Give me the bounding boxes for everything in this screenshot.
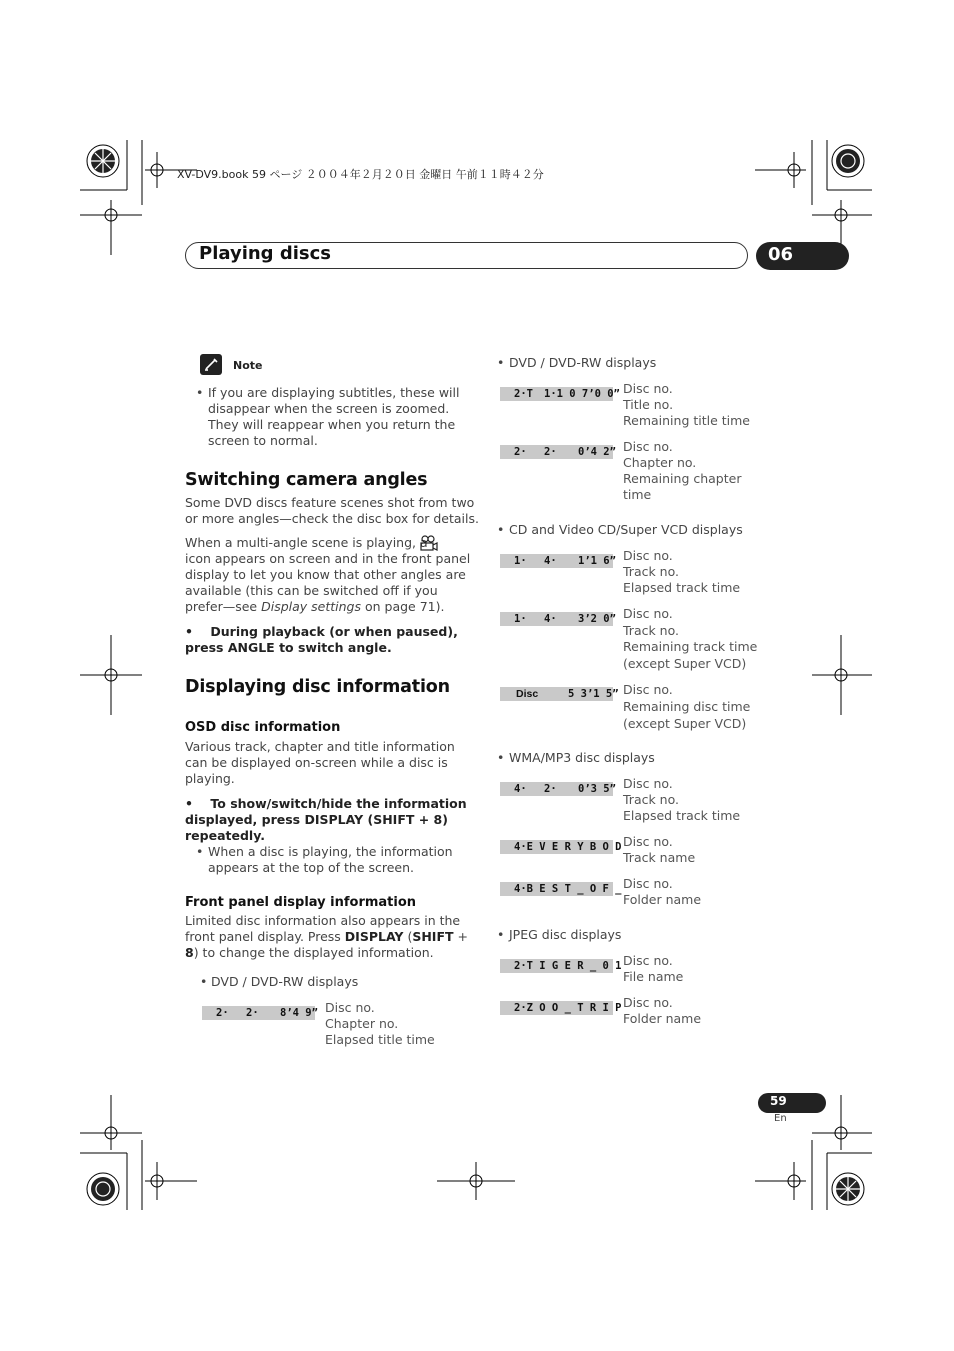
bullet: •: [196, 844, 204, 859]
left-group-label: DVD / DVD-RW displays: [211, 974, 359, 989]
page-title: Playing discs: [199, 243, 331, 264]
front-panel-display: [202, 1006, 318, 1020]
display-description: Disc no. Track name: [623, 834, 696, 865]
lcd-segment: 4·: [514, 783, 527, 795]
camera-heading: Switching camera angles: [185, 470, 428, 490]
display-description: Disc no. Chapter no. Elapsed title time: [325, 1000, 435, 1047]
lcd-segment: 3’2 0”: [578, 613, 616, 625]
lcd-segment: 8’4 9”: [280, 1007, 318, 1019]
display-description: Disc no. Folder name: [623, 995, 702, 1026]
bullet: •: [497, 355, 505, 370]
lcd-segment: 1’1 6”: [578, 555, 616, 567]
chapter-number: 06: [768, 244, 794, 265]
lcd-segment: 0’4 2”: [578, 446, 616, 458]
camera-instruction: • During playback (or when paused), press ANGLE to switch angle.: [185, 624, 458, 655]
lcd-segment: 5 3’1 5”: [568, 688, 619, 700]
note-label: Note: [233, 359, 263, 372]
group-label-dvd: DVD / DVD-RW displays: [509, 355, 657, 370]
bullet: •: [200, 974, 208, 989]
osd-instruction: • To show/switch/hide the information displayed, press DISPLAY (SHIFT + 8) repeatedly.: [185, 796, 467, 843]
osd-text: Various track, chapter and title information can be displayed on-screen while a disc is playing.: [185, 739, 455, 786]
lcd-segment: 1·1 0 7’0 0”: [544, 388, 620, 400]
camera-angle-icon: [419, 535, 439, 551]
group-label-cd: CD and Video CD/Super VCD displays: [509, 522, 743, 537]
lcd-segment: 2·: [514, 446, 527, 458]
bullet: •: [497, 522, 505, 537]
front-panel-display: [500, 840, 622, 854]
display-description: Disc no. Track no. Remaining track time (except Super VCD): [623, 606, 758, 671]
lcd-segment: 4·: [544, 613, 557, 625]
group-label-wma: WMA/MP3 disc displays: [509, 750, 655, 765]
display-description: Disc no. Folder name: [623, 876, 702, 907]
osd-heading: OSD disc information: [185, 720, 341, 735]
front-panel-display: [500, 782, 616, 796]
front-panel-display: [500, 959, 622, 973]
lcd-segment: 2·T: [514, 388, 533, 400]
front-panel-display: [500, 1001, 622, 1015]
bullet: •: [497, 750, 505, 765]
chapter-badge: [756, 242, 849, 270]
lcd-segment: 4·E V E R Y B O D: [514, 841, 622, 853]
lcd-segment: 2·Z O O _ T R I P: [514, 1002, 622, 1014]
pencil-icon: [200, 354, 222, 375]
page-number: 59: [770, 1094, 787, 1108]
display-description: Disc no. Chapter no. Remaining chapter time: [623, 439, 742, 502]
camera-para-2: When a multi-angle scene is playing, a icon appears on screen and in the front panel display to let you know that other angles are available (this can be switched off if you prefer—see Display settings on page 71).: [185, 535, 471, 614]
language-code: En: [774, 1113, 787, 1124]
front-panel-display: [500, 687, 619, 701]
display-description: Disc no. Remaining disc time (except Super VCD): [623, 682, 751, 731]
group-label-jpeg: JPEG disc displays: [509, 927, 622, 942]
lcd-segment: 2·T I G E R _ 0 1: [514, 960, 622, 972]
front-panel-display: [500, 554, 616, 568]
print-header: XV-DV9.book 59 ページ ２００４年２月２０日 金曜日 午前１１時４２分: [177, 168, 544, 181]
lcd-segment: 2·: [216, 1007, 229, 1019]
display-description: Disc no. File name: [623, 953, 684, 984]
osd-sub-text: When a disc is playing, the information appears at the top of the screen.: [208, 844, 453, 875]
note-icon: [200, 354, 222, 375]
front-panel-display: [500, 387, 620, 401]
display-description: Disc no. Track no. Elapsed track time: [623, 548, 741, 595]
front-panel-display: [500, 882, 622, 896]
lcd-segment: 4·: [544, 555, 557, 567]
lcd-segment: 2·: [544, 446, 557, 458]
bullet: •: [497, 927, 505, 942]
lcd-segment: 1·: [514, 613, 527, 625]
front-panel-heading: Front panel display information: [185, 895, 417, 910]
lcd-segment: 4·B E S T _ O F _: [514, 883, 622, 895]
display-description: Disc no. Track no. Elapsed track time: [623, 776, 741, 823]
lcd-segment: 2·: [246, 1007, 259, 1019]
page-number-badge: [758, 1093, 826, 1113]
display-description: Disc no. Title no. Remaining title time: [623, 381, 751, 428]
lcd-segment: 0’3 5”: [578, 783, 616, 795]
info-heading: Displaying disc information: [185, 677, 450, 697]
camera-para-1: Some DVD discs feature scenes shot from two or more angles—check the disc box for details.: [185, 495, 479, 526]
lcd-segment: 2·: [544, 783, 557, 795]
note-text: If you are displaying subtitles, these will disappear when the screen is zoomed. They will reappear when you return the screen to normal.: [208, 385, 460, 448]
front-panel-display: [500, 445, 616, 459]
front-panel-text: Limited disc information also appears in the front panel display. Press DISPLAY (SHIFT + 8) to change the displayed information.: [185, 913, 468, 960]
lcd-segment: Disc: [516, 688, 539, 700]
bullet: •: [196, 385, 204, 400]
front-panel-display: [500, 612, 616, 626]
lcd-segment: 1·: [514, 555, 527, 567]
